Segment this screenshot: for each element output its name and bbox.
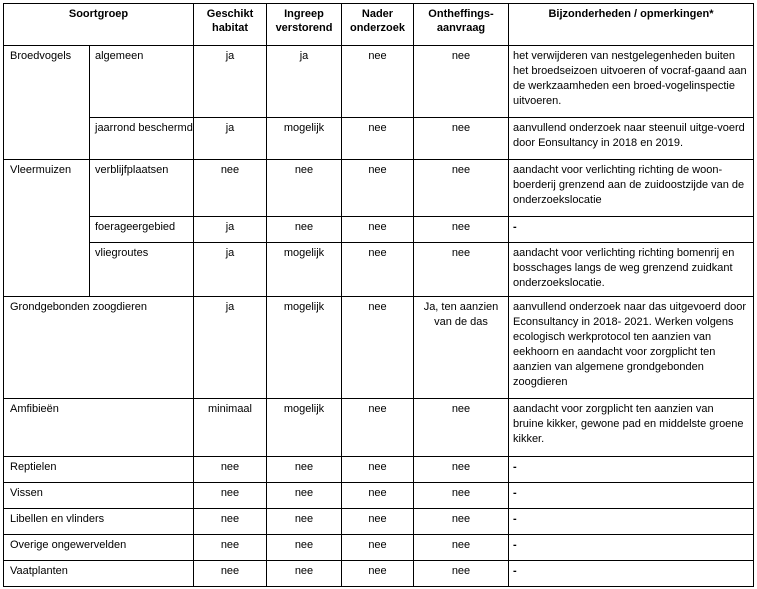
header-row bbox=[4, 4, 754, 46]
sub-jaarrond-beschermd: jaarrond beschermd bbox=[90, 118, 194, 160]
cell-ontheffing: nee bbox=[414, 399, 509, 457]
cell-nader: nee bbox=[342, 297, 414, 399]
table-row bbox=[4, 160, 754, 217]
cell-ingreep: nee bbox=[267, 483, 342, 509]
cell-habitat: nee bbox=[194, 535, 267, 561]
cell-ingreep: nee bbox=[267, 160, 342, 217]
sub-algemeen: algemeen bbox=[90, 46, 194, 118]
group-reptielen: Reptielen bbox=[4, 457, 194, 483]
cell-ontheffing: nee bbox=[414, 509, 509, 535]
cell-nader: nee bbox=[342, 243, 414, 297]
cell-nader: nee bbox=[342, 399, 414, 457]
cell-habitat: ja bbox=[194, 118, 267, 160]
cell-ontheffing: nee bbox=[414, 217, 509, 243]
cell-notes: - bbox=[509, 535, 754, 561]
table-row bbox=[4, 297, 754, 399]
table-row bbox=[4, 217, 754, 243]
header-ontheffingsaanvraag: Ontheffings-aanvraag bbox=[414, 4, 509, 46]
cell-habitat: ja bbox=[194, 297, 267, 399]
cell-nader: nee bbox=[342, 509, 414, 535]
cell-ontheffing: Ja, ten aanzien van de das bbox=[414, 297, 509, 399]
cell-notes: - bbox=[509, 483, 754, 509]
cell-ingreep: nee bbox=[267, 457, 342, 483]
cell-nader: nee bbox=[342, 457, 414, 483]
cell-ontheffing: nee bbox=[414, 160, 509, 217]
cell-habitat: nee bbox=[194, 561, 267, 587]
sub-foerageergebied: foerageergebied bbox=[90, 217, 194, 243]
cell-habitat: ja bbox=[194, 243, 267, 297]
table-row bbox=[4, 118, 754, 160]
cell-ontheffing: nee bbox=[414, 483, 509, 509]
cell-ingreep: nee bbox=[267, 561, 342, 587]
group-overige-ongewervelden: Overige ongewervelden bbox=[4, 535, 194, 561]
cell-nader: nee bbox=[342, 46, 414, 118]
cell-ingreep: mogelijk bbox=[267, 118, 342, 160]
header-soortgroep: Soortgroep bbox=[4, 4, 194, 46]
cell-ingreep: mogelijk bbox=[267, 243, 342, 297]
cell-habitat: nee bbox=[194, 457, 267, 483]
cell-notes: - bbox=[509, 561, 754, 587]
cell-ingreep: mogelijk bbox=[267, 399, 342, 457]
cell-ingreep: ja bbox=[267, 46, 342, 118]
sub-vliegroutes: vliegroutes bbox=[90, 243, 194, 297]
header-ingreep-verstorend: Ingreep verstorend bbox=[267, 4, 342, 46]
cell-habitat: ja bbox=[194, 217, 267, 243]
cell-notes: - bbox=[509, 509, 754, 535]
cell-habitat: minimaal bbox=[194, 399, 267, 457]
cell-notes: - bbox=[509, 217, 754, 243]
cell-nader: nee bbox=[342, 217, 414, 243]
cell-nader: nee bbox=[342, 535, 414, 561]
group-broedvogels: Broedvogels bbox=[4, 46, 90, 160]
cell-notes: het verwijderen van nestgelegenheden buiten het broedseizoen uitvoeren of vocraf-gaand aan de werkzaamheden een broed-vogelinspectie uitvoeren. bbox=[509, 46, 754, 118]
cell-ontheffing: nee bbox=[414, 535, 509, 561]
cell-notes: aandacht voor zorgplicht ten aanzien van bruine kikker, gewone pad en middelste groene kikker. bbox=[509, 399, 754, 457]
cell-ontheffing: nee bbox=[414, 118, 509, 160]
group-vaatplanten: Vaatplanten bbox=[4, 561, 194, 587]
table-row bbox=[4, 46, 754, 118]
cell-nader: nee bbox=[342, 160, 414, 217]
table-row bbox=[4, 483, 754, 509]
cell-ontheffing: nee bbox=[414, 243, 509, 297]
header-geschikt-habitat: Geschikt habitat bbox=[194, 4, 267, 46]
group-grondgebonden-zoogdieren: Grondgebonden zoogdieren bbox=[4, 297, 194, 399]
cell-habitat: nee bbox=[194, 160, 267, 217]
table-row bbox=[4, 399, 754, 457]
cell-ingreep: nee bbox=[267, 509, 342, 535]
cell-ingreep: mogelijk bbox=[267, 297, 342, 399]
cell-notes: aanvullend onderzoek naar das uitgevoerd door Econsultancy in 2018- 2021. Werken volgens ecologisch werkprotocol ten aanzien van eekhoorn en aandacht voor zorgplicht ten aanzien van algemene grondgebonden zoogdieren bbox=[509, 297, 754, 399]
group-vleermuizen: Vleermuizen bbox=[4, 160, 90, 297]
cell-nader: nee bbox=[342, 561, 414, 587]
group-amfibieen: Amfibieën bbox=[4, 399, 194, 457]
cell-nader: nee bbox=[342, 483, 414, 509]
table-row bbox=[4, 535, 754, 561]
sub-verblijfplaatsen: verblijfplaatsen bbox=[90, 160, 194, 217]
table-row bbox=[4, 561, 754, 587]
cell-notes: aanvullend onderzoek naar steenuil uitge-voerd door Eonsultancy in 2018 en 2019. bbox=[509, 118, 754, 160]
table-row bbox=[4, 457, 754, 483]
cell-ontheffing: nee bbox=[414, 561, 509, 587]
cell-notes: aandacht voor verlichting richting de woon-boerderij grenzend aan de zuidoostzijde van de onderzoekslocatie bbox=[509, 160, 754, 217]
table-row bbox=[4, 509, 754, 535]
species-table bbox=[3, 3, 754, 587]
cell-notes: - bbox=[509, 457, 754, 483]
header-bijzonderheden: Bijzonderheden / opmerkingen* bbox=[509, 4, 754, 46]
cell-habitat: nee bbox=[194, 509, 267, 535]
cell-notes: aandacht voor verlichting richting bomenrij en bosschages langs de weg grenzend zuidkant onderzoekslocatie. bbox=[509, 243, 754, 297]
group-vissen: Vissen bbox=[4, 483, 194, 509]
cell-habitat: ja bbox=[194, 46, 267, 118]
cell-ontheffing: nee bbox=[414, 457, 509, 483]
header-nader-onderzoek: Nader onderzoek bbox=[342, 4, 414, 46]
table-row bbox=[4, 243, 754, 297]
group-libellen-en-vlinders: Libellen en vlinders bbox=[4, 509, 194, 535]
cell-ontheffing: nee bbox=[414, 46, 509, 118]
cell-ingreep: nee bbox=[267, 217, 342, 243]
cell-nader: nee bbox=[342, 118, 414, 160]
cell-ingreep: nee bbox=[267, 535, 342, 561]
cell-habitat: nee bbox=[194, 483, 267, 509]
